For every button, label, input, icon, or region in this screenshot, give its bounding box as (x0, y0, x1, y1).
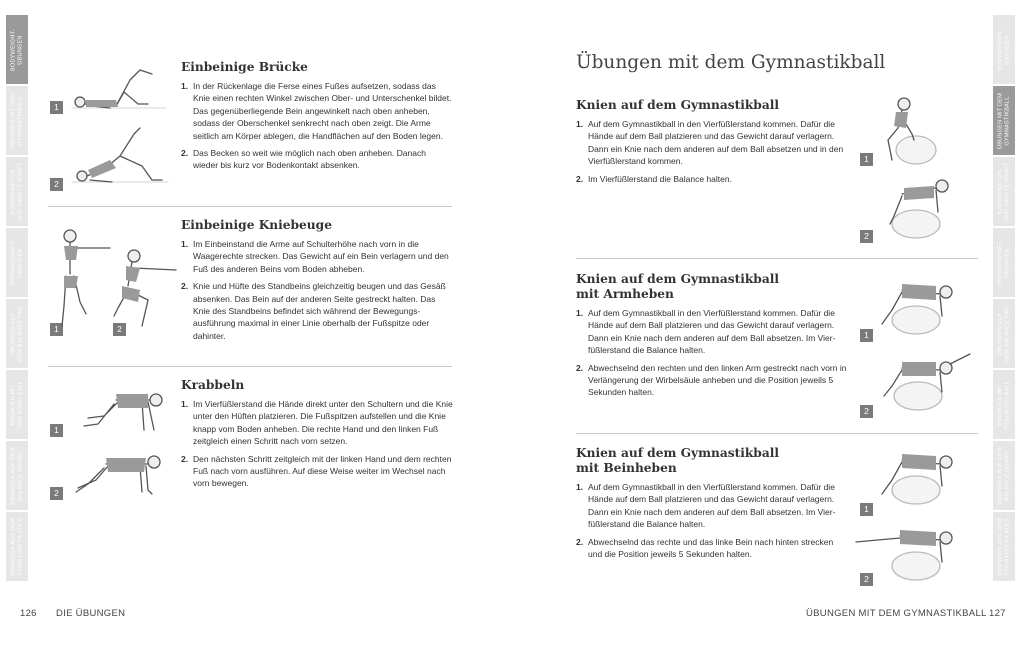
running-footer-right: ÜBUNGEN MIT DEM GYMNASTIKBALL (806, 608, 987, 619)
exercise-steps (576, 118, 848, 185)
exercise-knien-armheben (576, 272, 848, 404)
running-footer-left: DIE ÜBUNGEN (56, 608, 126, 619)
step: 1. In der Rückenlage die Ferse eines Fußes aufsetzen, sodass das Knie einen rechten Winkel zwischen Ober- und Unterschenkel bildet. Das gegenüberliegende Bein angewinkelt nach oben anheben, sodass der Oberschenkel senkrecht nach oben zeigt. Die Arme seitlich am Körper ablegen, die Handflächen auf den Boden legen. (181, 81, 452, 141)
figure-arm-raise-1 (880, 276, 960, 336)
tab-bodyweight[interactable]: BODYWEIGHT- ÜBUNGEN (993, 15, 1015, 84)
exercise-einbeinige-kniebeuge (181, 218, 453, 347)
figure-label: 1 (50, 424, 63, 437)
figure-ball-kneel-1 (878, 94, 940, 166)
figure-ball-kneel-2 (886, 176, 954, 240)
tab-koordination[interactable]: KOORDINATION UND SANFTE KRAFT (993, 157, 1015, 226)
figure-bridge-2 (68, 126, 172, 186)
figure-label: 2 (860, 230, 873, 243)
step: 1. Auf dem Gymnastikball in den Vierfüßlerstand kommen. Dafür die Hände auf dem Ball platzieren und das Gewicht darauf verlagern. Dann ein Knie nach dem anderen auf dem Ball absetzen. Im Vier-füßlerstand die Balance halten. (576, 482, 836, 530)
figure-label: 2 (50, 487, 63, 500)
step: 2. Knie und Hüfte des Standbeins gleichzeitig beugen und das Gesäß absenken. Das Bein auf der anderen Seite gestreckt halten. Das Knie des Standbeins befindet sich während der Bewegungs-ausführung maximal in einer Linie oberhalb der Fußspitze oder dahinter. (181, 281, 446, 341)
figure-crawl-1 (74, 386, 170, 440)
step: 1. Im Einbeinstand die Arme auf Schulterhöhe nach vorn in die Waagerechte strecken. Das Gewicht auf ein Bein verlagern und den Fuß des anderen Beins vom Boden abheben. (181, 239, 449, 274)
divider (48, 366, 452, 367)
figure-label: 2 (113, 323, 126, 336)
step: 1. Im Vierfüßlerstand die Hände direkt unter den Schultern und die Knie unter den Hüften platzieren. Die Fußspitzen aufstellen und die Knie knapp vom Boden anheben. Die rechte Hand und den linken Fuß zeitgleich einen Schritt nach vorn setzen. (181, 399, 453, 447)
step: 1. Auf dem Gymnastikball in den Vierfüßlerstand kommen. Dafür die Hände auf dem Ball platzieren und das Gewicht darauf verlagern. Dann ein Knie nach dem anderen auf dem Ball absetzen und in den Vierfüßlerstand kommen. (576, 119, 844, 167)
exercise-steps (181, 238, 453, 342)
step: 2. Das Becken so weit wie möglich nach oben anheben. Danach wieder bis kurz vor Bodenkontakt absenken. (181, 148, 426, 171)
exercise-title: Knien auf dem Gymnastikball (576, 98, 779, 112)
step: 1. Auf dem Gymnastikball in den Vierfüßlerstand kommen. Dafür die Hände auf dem Ball platzieren und das Gewicht darauf verlagern. Dann ein Knie nach dem anderen auf dem Ball absetzen. Im Vier-füßlerstand die Balance halten. (576, 308, 836, 356)
exercise-steps (576, 307, 848, 399)
figure-label: 2 (860, 573, 873, 586)
tab-balance-pad[interactable]: ÜBUNGEN AUF DEM BALANCE PAD (6, 299, 28, 368)
tab-balance-board[interactable]: ÜBUNGEN AUF DEM BALANCE BOARD (6, 441, 28, 510)
figure-label: 2 (860, 405, 873, 418)
figure-squat-1 (52, 226, 114, 336)
tab-koordination[interactable]: KOORDINATION UND SANFTE KRAFT (6, 157, 28, 226)
tab-gymnastikball[interactable]: ÜBUNGEN MIT DEM GYMNASTIKBALL (993, 86, 1015, 155)
exercise-steps (181, 80, 453, 172)
tab-yoga-pilates[interactable]: ÜBUNGEN AUS DEM YOGA UND PILATES (6, 512, 28, 581)
step: 2. Im Vierfüßlerstand die Balance halten. (576, 173, 732, 184)
exercise-einbeinige-bruecke (181, 60, 453, 177)
tab-balance-pad[interactable]: ÜBUNGEN AUF DEM BALANCE PAD (993, 299, 1015, 368)
side-tabs-left (6, 15, 28, 583)
figure-leg-raise-2 (852, 518, 962, 582)
tab-gymnastikball[interactable]: ÜBUNGEN MIT DEM GYMNASTIKBALL (6, 86, 28, 155)
exercise-title: Einbeinige Brücke (181, 60, 308, 74)
tab-balance-board[interactable]: ÜBUNGEN AUF DEM BALANCE BOARD (993, 441, 1015, 510)
divider (48, 206, 452, 207)
figure-leg-raise-1 (880, 446, 960, 506)
divider (576, 433, 978, 434)
figure-label: 1 (860, 329, 873, 342)
figure-label: 1 (860, 503, 873, 516)
exercise-knien-gymnastikball (576, 98, 848, 190)
step: 2. Abwechselnd den rechten und den linken Arm gestreckt nach vorn in Verlängerung der Wirbelsäule anheben und die Position jeweils 5 Sekunden halten. (576, 362, 847, 398)
tab-bodyweight[interactable]: BODYWEIGHT- ÜBUNGEN (6, 15, 28, 84)
tab-yoga-pilates[interactable]: ÜBUNGEN AUS DEM YOGA UND PILATES (993, 512, 1015, 581)
tab-sprungkraft[interactable]: SPRUNGKRAFT- ÜBUNGEN (6, 228, 28, 297)
step: 2. Den nächsten Schritt zeitgleich mit der linken Hand und dem rechten Fuß nach vorn ausführen. Auf diese Weise weiter im Wechsel nach vorn bewegen. (181, 453, 452, 489)
divider (576, 258, 978, 259)
exercise-steps (181, 398, 453, 490)
exercise-steps (576, 481, 848, 560)
figure-bridge-1 (68, 66, 168, 116)
exercise-title: Knien auf dem Gymnastikball mit Beinheben (576, 446, 779, 475)
figure-crawl-2 (68, 450, 168, 504)
side-tabs-right (993, 15, 1015, 583)
exercise-title: Krabbeln (181, 378, 245, 392)
figure-label: 1 (860, 153, 873, 166)
figure-label: 2 (50, 178, 63, 191)
exercise-knien-beinheben (576, 446, 848, 565)
exercise-title: Knien auf dem Gymnastikball mit Armheben (576, 272, 779, 301)
step: 2. Abwechselnd das rechte und das linke Bein nach hinten strecken und die Position jeweils 5 Sekunden halten. (576, 536, 834, 560)
tab-sprungkraft[interactable]: SPRUNGKRAFT- ÜBUNGEN (993, 228, 1015, 297)
page-number-right: 127 (989, 608, 1006, 619)
exercise-krabbeln (181, 378, 453, 495)
tab-bosu-ball[interactable]: ÜBUNGEN MIT DEM BOSU-BALL (993, 370, 1015, 439)
figure-label: 1 (50, 323, 63, 336)
exercise-title: Einbeinige Kniebeuge (181, 218, 332, 232)
figure-squat-2 (112, 246, 184, 336)
figure-arm-raise-2 (880, 350, 974, 412)
tab-bosu-ball[interactable]: ÜBUNGEN MIT DEM BOSU-BALL (6, 370, 28, 439)
section-title: Übungen mit dem Gymnastikball (576, 52, 886, 73)
figure-label: 1 (50, 101, 63, 114)
page-number-left: 126 (20, 608, 37, 619)
